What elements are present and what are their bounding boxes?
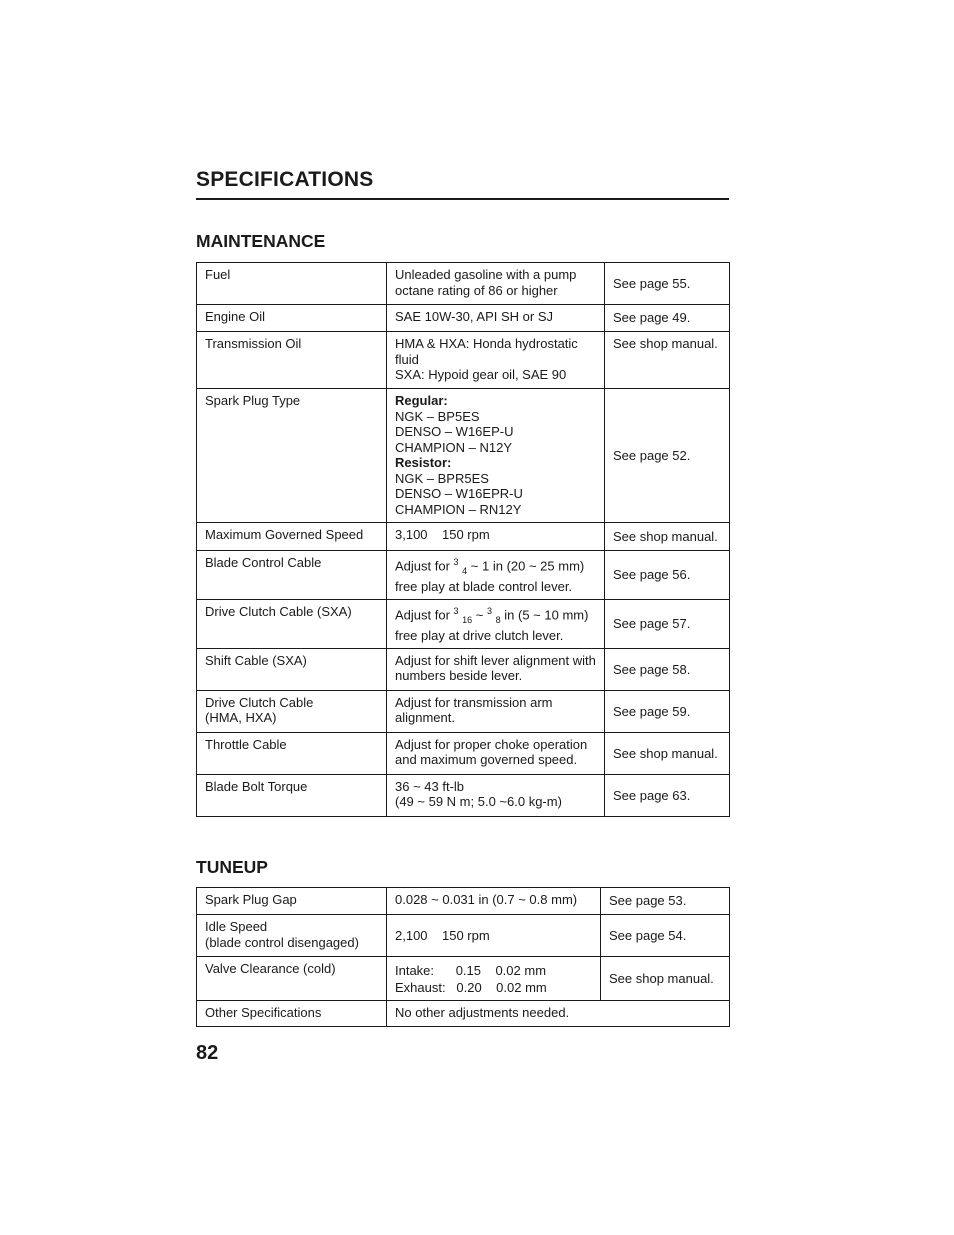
item-cell: Engine Oil — [197, 305, 387, 332]
reference-cell: See shop manual. — [605, 732, 730, 774]
reference-cell: See page 56. — [605, 551, 730, 600]
fraction-numerator: 3 — [453, 557, 459, 567]
spec-line: Intake: 0.15 0.02 mm — [395, 962, 547, 978]
table-row — [197, 957, 730, 1001]
reference-cell: See shop manual. — [605, 332, 730, 389]
spec-line: DENSO – W16EP-U — [395, 424, 514, 439]
item-cell: Spark Plug Type — [197, 389, 387, 523]
table-row — [197, 690, 730, 732]
tuneup-table — [196, 887, 730, 1027]
spec-cell — [387, 957, 601, 1001]
table-row — [197, 332, 730, 389]
spec-line: NGK – BPR5ES — [395, 470, 489, 486]
table-row — [197, 732, 730, 774]
reference-cell: See shop manual. — [601, 957, 730, 1001]
fraction-numerator: 3 — [453, 605, 459, 616]
reference-cell: See page 55. — [605, 263, 730, 305]
spec-cell: SAE 10W-30, API SH or SJ — [387, 305, 605, 332]
table-row — [197, 263, 730, 305]
resistor-label: Resistor: — [395, 455, 452, 470]
spec-cell: Adjust for transmission arm alignment. — [387, 690, 605, 732]
table-row — [197, 774, 730, 816]
table-row — [197, 915, 730, 957]
item-cell: Blade Control Cable — [197, 551, 387, 600]
spec-line: NGK – BP5ES — [395, 408, 480, 424]
spec-cell — [387, 551, 605, 600]
title-divider — [196, 198, 729, 200]
spec-cell: Unleaded gasoline with a pump octane rating of 86 or higher — [387, 263, 605, 305]
spec-text: Adjust for — [395, 607, 454, 623]
fraction-denominator: 4 — [462, 565, 468, 576]
spec-line: HMA & HXA: Honda hydrostatic fluid — [395, 336, 578, 367]
spec-line: free play at drive clutch lever. — [395, 628, 564, 644]
reference-cell: See page 63. — [605, 774, 730, 816]
item-cell — [197, 915, 387, 957]
reference-cell: See page 53. — [601, 888, 730, 915]
spec-line: 36 ~ 43 ft-lb — [395, 778, 465, 794]
item-cell: Transmission Oil — [197, 332, 387, 389]
spec-line — [395, 604, 602, 628]
item-line: Drive Clutch Cable — [205, 694, 314, 710]
page-title: SPECIFICATIONS — [196, 168, 374, 191]
reference-cell: See page 58. — [605, 648, 730, 690]
spec-cell: Adjust for proper choke operation and maximum governed speed. — [387, 732, 605, 774]
table-row — [197, 1001, 730, 1027]
tuneup-heading: TUNEUP — [196, 857, 268, 877]
spec-text: Adjust for — [395, 558, 454, 574]
item-cell: Throttle Cable — [197, 732, 387, 774]
table-row — [197, 305, 730, 332]
reference-cell: See page 54. — [601, 915, 730, 957]
fraction-numerator: 3 — [487, 605, 493, 616]
spec-cell: No other adjustments needed. — [387, 1001, 730, 1027]
maintenance-table — [196, 262, 730, 817]
reference-cell: See page 57. — [605, 599, 730, 648]
item-cell — [197, 690, 387, 732]
spec-line: CHAMPION – RN12Y — [395, 501, 522, 517]
item-cell: Shift Cable (SXA) — [197, 648, 387, 690]
item-line: (blade control disengaged) — [205, 934, 359, 950]
spec-cell — [387, 389, 605, 523]
spec-text: in (5 ~ 10 mm) — [500, 607, 589, 623]
spec-cell: 3,100 150 rpm — [387, 523, 605, 551]
spec-cell — [387, 599, 605, 648]
reference-cell: See page 52. — [605, 389, 730, 523]
spec-line: DENSO – W16EPR-U — [395, 486, 523, 501]
reference-cell: See page 59. — [605, 690, 730, 732]
item-cell: Valve Clearance (cold) — [197, 957, 387, 1001]
item-cell: Other Specifications — [197, 1001, 387, 1027]
spec-line: free play at blade control lever. — [395, 579, 573, 595]
spec-cell — [387, 774, 605, 816]
table-row — [197, 599, 730, 648]
spec-cell — [387, 332, 605, 389]
spec-line: SXA: Hypoid gear oil, SAE 90 — [395, 367, 567, 382]
spec-line — [395, 555, 596, 579]
item-line: Idle Speed — [205, 919, 268, 934]
spec-text: ~ 1 in (20 ~ 25 mm) — [467, 558, 585, 574]
table-row — [197, 389, 730, 523]
spec-line: (49 ~ 59 N m; 5.0 ~6.0 kg-m) — [395, 794, 562, 810]
item-cell: Drive Clutch Cable (SXA) — [197, 599, 387, 648]
table-row — [197, 523, 730, 551]
spec-line: Exhaust: 0.20 0.02 mm — [395, 979, 547, 995]
page-number: 82 — [196, 1042, 219, 1064]
item-cell: Maximum Governed Speed — [197, 523, 387, 551]
item-cell: Spark Plug Gap — [197, 888, 387, 915]
item-cell: Fuel — [197, 263, 387, 305]
spec-cell: Adjust for shift lever alignment with numbers beside lever. — [387, 648, 605, 690]
spec-text: ~ — [472, 607, 488, 623]
reference-cell: See page 49. — [605, 305, 730, 332]
spec-line: CHAMPION – N12Y — [395, 439, 513, 455]
item-line: (HMA, HXA) — [205, 710, 277, 726]
item-cell: Blade Bolt Torque — [197, 774, 387, 816]
spec-cell: 2,100 150 rpm — [387, 915, 601, 957]
table-row — [197, 551, 730, 600]
fraction-denominator: 16 — [462, 614, 473, 625]
table-row — [197, 648, 730, 690]
table-row — [197, 888, 730, 915]
maintenance-heading: MAINTENANCE — [196, 231, 326, 251]
spec-cell: 0.028 ~ 0.031 in (0.7 ~ 0.8 mm) — [387, 888, 601, 915]
regular-label: Regular: — [395, 393, 448, 408]
reference-cell: See shop manual. — [605, 523, 730, 551]
fraction-denominator: 8 — [495, 614, 501, 625]
